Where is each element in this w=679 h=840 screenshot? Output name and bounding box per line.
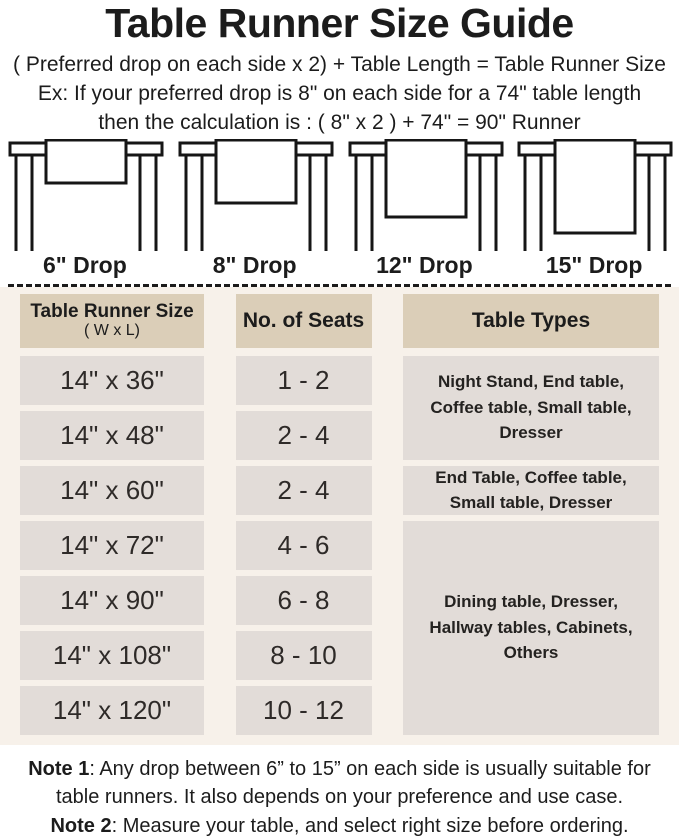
runner-size-cell: 14" x 90" [20, 576, 204, 625]
runner-size-cell: 14" x 72" [20, 521, 204, 570]
column-seats [236, 294, 372, 735]
seats-cell: 2 - 4 [236, 411, 372, 460]
drop-label: 15" Drop [545, 252, 643, 279]
example-line-2: then the calculation is : ( 8" x 2 ) + 74" = 90" Runner [98, 111, 581, 135]
drop-label: 8" Drop [212, 252, 297, 279]
header-seats: No. of Seats [236, 294, 372, 348]
seats-cell: 6 - 8 [236, 576, 372, 625]
note-2-label: Note 2 [50, 814, 112, 837]
runner-size-cell: 14" x 108" [20, 631, 204, 680]
seats-cell: 1 - 2 [236, 356, 372, 405]
table-types-group-cell: End Table, Coffee table, Small table, Dresser [403, 466, 659, 515]
drop-label: 6" Drop [43, 252, 127, 279]
header-runner-size-title: Table Runner Size [30, 300, 194, 322]
size-guide-table [0, 287, 679, 745]
drop-illustration-12 [340, 139, 510, 280]
seats-cell: 10 - 12 [236, 686, 372, 735]
drop-label: 12" Drop [376, 252, 473, 279]
drop-illustration-15 [509, 139, 679, 280]
header-table-types: Table Types [403, 294, 659, 348]
header-section [0, 0, 679, 135]
seats-cell: 8 - 10 [236, 631, 372, 680]
header-runner-size-sub: ( W x L) [84, 322, 140, 340]
drop-illustration-6 [0, 139, 170, 280]
table-runner-drawing-icon [340, 139, 510, 251]
runner-size-cell: 14" x 48" [20, 411, 204, 460]
header-runner-size [20, 294, 204, 348]
runner-size-cell: 14" x 60" [20, 466, 204, 515]
note-1-text: : Any drop between 6” to 15” on each side is usually suitable for table runners. It also depends on your preference and use case. [55, 757, 651, 808]
formula-line: ( Preferred drop on each side x 2) + Table Length = Table Runner Size [13, 53, 666, 77]
note-2-text: : Measure your table, and select right size before ordering. [111, 814, 629, 837]
table-types-group-cell: Night Stand, End table, Coffee table, Small table, Dresser [403, 356, 659, 460]
drop-illustration-8 [170, 139, 340, 280]
note-1 [6, 755, 673, 811]
table-runner-drawing-icon [0, 139, 170, 251]
table-runner-drawing-icon [170, 139, 340, 251]
runner-size-cell: 14" x 36" [20, 356, 204, 405]
table-runner-drawing-icon [509, 139, 679, 251]
column-table-types [403, 294, 659, 735]
seats-cell: 2 - 4 [236, 466, 372, 515]
page-title: Table Runner Size Guide [105, 0, 574, 46]
drop-illustrations [0, 139, 679, 280]
runner-size-cell: 14" x 120" [20, 686, 204, 735]
table-types-group-cell: Dining table, Dresser, Hallway tables, Cabinets, Others [403, 521, 659, 735]
example-line-1: Ex: If your preferred drop is 8" on each side for a 74" table length [37, 82, 642, 106]
seats-cell: 4 - 6 [236, 521, 372, 570]
column-runner-size [20, 294, 204, 735]
notes-section [0, 745, 679, 840]
note-1-label: Note 1 [28, 757, 90, 780]
